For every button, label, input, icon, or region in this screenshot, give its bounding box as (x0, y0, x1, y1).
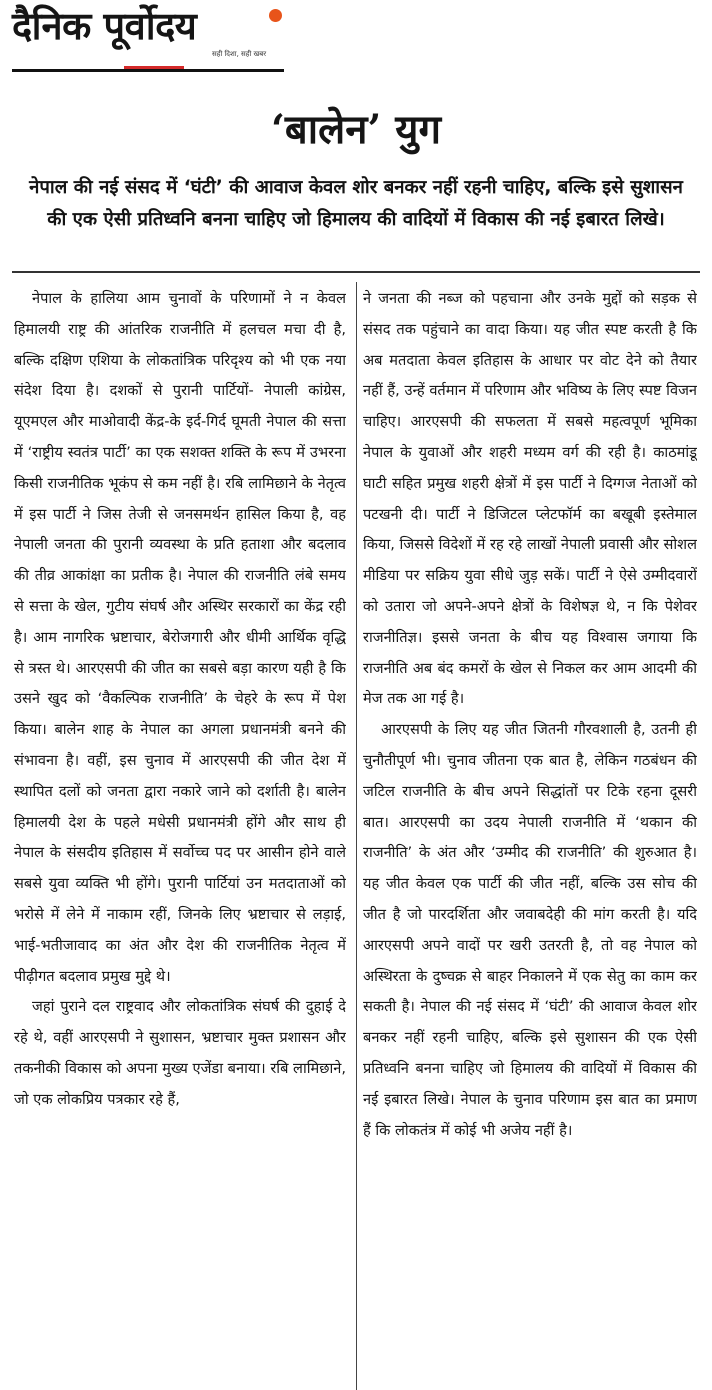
masthead-tagline: सही दिशा, सही खबर (212, 50, 267, 58)
masthead-rule (12, 69, 284, 72)
right-paragraph-1: ने जनता की नब्ज को पहचाना और उनके मुद्दों को सड़क से संसद तक पहुंचाने का वादा किया। यह जीत स्पष्ट करती है कि अब मतदाता केवल इतिहास के आधार पर वोट देने को तैयार नहीं हैं, उन्हें वर्तमान में परिणाम और भविष्य के लिए स्पष्ट विजन चाहिए। आरएसपी की सफलता में सबसे महत्वपूर्ण भूमिका नेपाल के युवाओं और शहरी मध्यम वर्ग की रही है। काठमांडू घाटी सहित प्रमुख शहरी क्षेत्रों में इस पार्टी ने दिग्गज नेताओं को पटखनी दी। पार्टी ने डिजिटल प्लेटफॉर्म का बखूबी इस्तेमाल किया, जिससे विदेशों में रह रहे लाखों नेपाली प्रवासी और सोशल मीडिया पर सक्रिय युवा सीधे जुड़ सकें। पार्टी ने ऐसे उम्मीदवारों को उतारा जो अपने-अपने क्षेत्रों के विशेषज्ञ थे, न कि पेशेवर राजनीतिज्ञ। इससे जनता के बीच यह विश्वास जगाया कि राजनीति अब बंद कमरों के खेल से निकल कर आम आदमी की मेज तक आ गई है। (363, 290, 697, 708)
left-column (14, 284, 346, 1390)
article-headline: ‘बालेन’ युग (270, 106, 442, 153)
right-paragraph-2: आरएसपी के लिए यह जीत जितनी गौरवशाली है, उतनी ही चुनौतीपूर्ण भी। चुनाव जीतना एक बात है, लेकिन गठबंधन की जटिल राजनीति के बीच अपने सिद्धांतों पर टिके रहना दूसरी बात। आरएसपी का उदय नेपाली राजनीति में ‘थकान की राजनीति’ के अंत और ‘उम्मीद की राजनीति’ की शुरुआत है। यह जीत केवल एक पार्टी की जीत नहीं, बल्कि उस सोच की जीत है जो पारदर्शिता और जवाबदेही की मांग करती है। यदि आरएसपी अपने वादों पर खरी उतरती है, तो वह नेपाल को अस्थिरता के दुष्चक्र से बाहर निकालने में एक सेतु का काम कर सकती है। नेपाल की नई संसद में ‘घंटी’ की आवाज केवल शोर बनकर नहीं रहनी चाहिए, बल्कि इसे सुशासन की एक ऐसी प्रतिध्वनि बनना चाहिए जो हिमालय की वादियों में विकास की नई इबारत लिखे। नेपाल के चुनाव परिणाम इस बात का प्रमाण हैं कि लोकतंत्र में कोई भी अजेय नहीं है। (363, 721, 697, 1139)
section-rule (12, 271, 700, 273)
masthead-dot-icon (269, 9, 282, 22)
column-divider (356, 282, 357, 1390)
article-deck: नेपाल की नई संसद में ‘घंटी’ की आवाज केवल शोर बनकर नहीं रहनी चाहिए, बल्कि इसे सुशासन की एक ऐसी प्रतिध्वनि बनना चाहिए जो हिमालय की वादियों में विकास की नई इबारत लिखे। (29, 177, 683, 230)
left-paragraph-1: नेपाल के हालिया आम चुनावों के परिणामों ने न केवल हिमालयी राष्ट्र की आंतरिक राजनीति में हलचल मचा दी है, बल्कि दक्षिण एशिया के लोकतांत्रिक परिदृश्य को भी एक नया संदेश दिया है। दशकों से पुरानी पार्टियों- नेपाली कांग्रेस, यूएमएल और माओवादी केंद्र-के इर्द-गिर्द घूमती नेपाल की सत्ता में ‘राष्ट्रीय स्वतंत्र पार्टी’ का एक सशक्त शक्ति के रूप में उभरना किसी राजनीतिक भूकंप से कम नहीं है। रबि लामिछाने के नेतृत्व में इस पार्टी ने जिस तेजी से जनसमर्थन हासिल किया है, वह नेपाली जनता की पुरानी व्यवस्था के प्रति हताशा और बदलाव की तीव्र आकांक्षा का प्रतीक है। नेपाल की राजनीति लंबे समय से सत्ता के खेल, गुटीय संघर्ष और अस्थिर सरकारों का केंद्र रही है। आम नागरिक भ्रष्टाचार, बेरोजगारी और धीमी आर्थिक वृद्धि से त्रस्त थे। आरएसपी की जीत का सबसे बड़ा कारण यही है कि उसने खुद को ‘वैकल्पिक राजनीति’ के चेहरे के रूप में पेश किया। बालेन शाह के नेपाल का अगला प्रधानमंत्री बनने की संभावना है। वहीं, इस चुनाव में आरएसपी की जीत देश में स्थापित दलों को जनता द्वारा नकारे जाने को दर्शाती है। बालेन हिमालयी देश के पहले मधेसी प्रधानमंत्री होंगे और साथ ही नेपाल के संसदीय इतिहास में सर्वोच्च पद पर आसीन होने वाले सबसे युवा व्यक्ति भी होंगे। पुरानी पार्टियां उन मतदाताओं को भरोसे में लेने में नाकाम रहीं, जिनके लिए भ्रष्टाचार से लड़ाई, भाई-भतीजावाद का अंत और देश की राजनीतिक नेतृत्व में पीढ़ीगत बदलाव प्रमुख मुद्दे थे। (14, 290, 346, 985)
masthead-title: दैनिक पूर्वोदय (12, 4, 197, 48)
left-paragraph-2: जहां पुराने दल राष्ट्रवाद और लोकतांत्रिक संघर्ष की दुहाई दे रहे थे, वहीं आरएसपी ने सुशासन, भ्रष्टाचार मुक्त प्रशासन और तकनीकी विकास को अपना मुख्य एजेंडा बनाया। रबि लामिछाने, जो एक लोकप्रिय पत्रकार रहे हैं, (14, 998, 346, 1108)
right-column (363, 284, 697, 1390)
masthead (12, 0, 284, 72)
